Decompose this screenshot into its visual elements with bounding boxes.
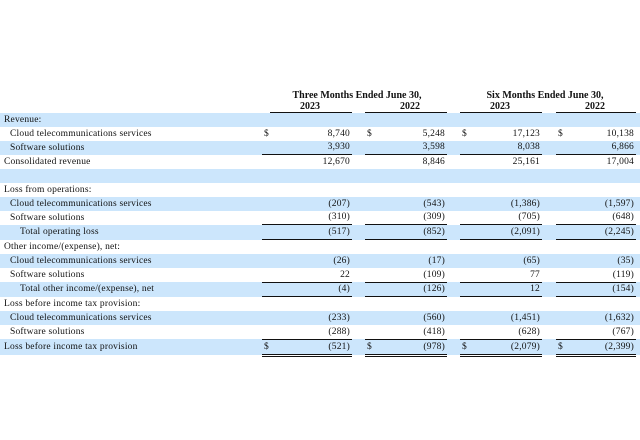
column-gap <box>447 169 460 183</box>
currency-symbol: $ <box>367 128 372 139</box>
row-label: Revenue: <box>0 113 262 127</box>
cell-value: 3,930 <box>272 141 352 155</box>
column-gap <box>542 127 556 141</box>
table-row <box>0 197 640 211</box>
table-row <box>0 211 640 225</box>
column-gap <box>447 311 460 325</box>
cell-value: (4) <box>272 282 352 297</box>
cell-value: 25,161 <box>512 157 540 168</box>
column-gap <box>636 268 640 282</box>
column-gap <box>542 183 556 197</box>
column-gap <box>542 254 556 268</box>
column-gap <box>636 254 640 268</box>
currency-symbol <box>556 141 566 155</box>
cell-value <box>470 169 542 183</box>
column-gap <box>542 113 556 127</box>
table-row <box>0 127 640 141</box>
column-gap <box>542 339 556 355</box>
cell-value <box>375 297 447 311</box>
currency-symbol <box>556 225 566 240</box>
column-gap <box>636 325 640 339</box>
cell-value: (1,451) <box>470 311 542 325</box>
year-label: 2023 <box>300 101 320 112</box>
cell-value <box>272 169 352 183</box>
cell-value: 17,004 <box>606 157 634 168</box>
currency-symbol <box>460 240 470 254</box>
cell-value: 3,598 <box>375 141 447 155</box>
cell-value <box>566 113 636 127</box>
cell-value: (233) <box>272 311 352 325</box>
currency-symbol <box>365 282 375 297</box>
currency-symbol <box>262 183 272 197</box>
column-gap <box>542 155 556 169</box>
column-gap <box>447 240 460 254</box>
column-gap <box>447 254 460 268</box>
currency-symbol <box>262 254 272 268</box>
column-gap <box>352 325 365 339</box>
column-gap <box>542 240 556 254</box>
column-gap <box>447 339 460 355</box>
cell-value: 5,248 <box>422 128 445 139</box>
row-label: Cloud telecommunications services <box>0 311 262 325</box>
currency-symbol: $ <box>460 339 470 355</box>
column-gap <box>542 225 556 240</box>
currency-symbol <box>262 311 272 325</box>
currency-symbol: $ <box>262 339 272 355</box>
table-row <box>0 169 640 183</box>
currency-symbol <box>460 325 470 339</box>
column-gap <box>352 311 365 325</box>
column-gap <box>542 268 556 282</box>
cell-value <box>375 240 447 254</box>
row-label: Software solutions <box>0 141 262 155</box>
currency-symbol <box>556 169 566 183</box>
column-gap <box>636 211 640 225</box>
column-gap <box>352 268 365 282</box>
column-gap <box>352 225 365 240</box>
cell-value: (288) <box>272 325 352 339</box>
currency-symbol <box>365 141 375 155</box>
currency-symbol <box>365 183 375 197</box>
year-label: 2022 <box>585 101 605 112</box>
currency-symbol <box>365 268 375 282</box>
column-gap <box>447 183 460 197</box>
cell-value: (65) <box>470 254 542 268</box>
column-gap <box>447 127 460 141</box>
column-gap <box>636 141 640 155</box>
currency-symbol <box>556 211 566 225</box>
table-row <box>0 325 640 339</box>
column-gap <box>542 311 556 325</box>
row-label: Total other income/(expense), net <box>0 282 262 297</box>
cell-value: 12 <box>470 282 542 297</box>
table-row <box>0 268 640 282</box>
column-gap <box>636 225 640 240</box>
currency-symbol <box>365 240 375 254</box>
row-label: Cloud telecommunications services <box>10 128 152 139</box>
currency-symbol <box>460 254 470 268</box>
header-six-months-title: Six Months Ended June 30, <box>486 90 604 101</box>
table-row <box>0 254 640 268</box>
currency-symbol <box>556 155 566 169</box>
cell-value: (2,245) <box>566 225 636 240</box>
currency-symbol <box>262 240 272 254</box>
column-gap <box>636 240 640 254</box>
cell-value <box>375 169 447 183</box>
column-gap <box>542 211 556 225</box>
column-gap <box>447 225 460 240</box>
cell-value: (705) <box>470 211 542 225</box>
cell-value <box>272 297 352 311</box>
currency-symbol <box>556 268 566 282</box>
table-row <box>0 240 640 254</box>
cell-value: (2,399) <box>566 339 636 355</box>
currency-symbol <box>460 169 470 183</box>
column-gap <box>447 325 460 339</box>
cell-value: 17,123 <box>512 128 540 139</box>
currency-symbol <box>262 211 272 225</box>
column-gap <box>542 197 556 211</box>
cell-value <box>566 183 636 197</box>
column-gap <box>636 183 640 197</box>
currency-symbol <box>262 225 272 240</box>
cell-value: (126) <box>375 282 447 297</box>
row-label <box>0 169 262 183</box>
cell-value: (26) <box>272 254 352 268</box>
currency-symbol <box>365 311 375 325</box>
currency-symbol <box>460 297 470 311</box>
cell-value: (2,079) <box>470 339 542 355</box>
currency-symbol: $ <box>365 339 375 355</box>
table-row <box>0 311 640 325</box>
currency-symbol <box>460 268 470 282</box>
currency-symbol <box>262 297 272 311</box>
column-gap <box>352 211 365 225</box>
currency-symbol: $ <box>556 339 566 355</box>
column-gap <box>542 325 556 339</box>
column-gap <box>636 113 640 127</box>
cell-value <box>375 113 447 127</box>
cell-value: (119) <box>566 268 636 282</box>
currency-symbol <box>460 141 470 155</box>
financial-table <box>0 113 640 357</box>
cell-value: (628) <box>470 325 542 339</box>
currency-symbol <box>556 297 566 311</box>
currency-symbol <box>460 282 470 297</box>
cell-value: 8,846 <box>422 157 445 168</box>
column-gap <box>542 141 556 155</box>
year-label: 2023 <box>490 101 510 112</box>
table-row <box>0 141 640 155</box>
cell-value: (543) <box>375 197 447 211</box>
column-gap <box>636 155 640 169</box>
column-gap <box>636 197 640 211</box>
column-gap <box>352 297 365 311</box>
column-gap <box>352 254 365 268</box>
cell-value <box>375 183 447 197</box>
table-row <box>0 155 640 169</box>
column-gap <box>447 155 460 169</box>
currency-symbol: $ <box>462 128 467 139</box>
currency-symbol <box>365 297 375 311</box>
cell-value: (207) <box>272 197 352 211</box>
column-gap <box>352 183 365 197</box>
currency-symbol <box>460 197 470 211</box>
header-three-months-title: Three Months Ended June 30, <box>292 90 422 101</box>
column-gap <box>447 268 460 282</box>
table-row <box>0 339 640 355</box>
cell-value: 8,038 <box>470 141 542 155</box>
cell-value: 12,670 <box>322 157 350 168</box>
column-gap <box>352 127 365 141</box>
column-gap <box>447 282 460 297</box>
currency-symbol <box>556 113 566 127</box>
currency-symbol <box>262 141 272 155</box>
currency-symbol <box>262 155 272 169</box>
table-row <box>0 282 640 297</box>
column-gap <box>352 141 365 155</box>
row-label: Loss from operations: <box>4 184 92 195</box>
cell-value: 22 <box>272 268 352 282</box>
column-gap <box>352 113 365 127</box>
currency-symbol: $ <box>558 128 563 139</box>
table-row <box>0 113 640 127</box>
cell-value <box>470 297 542 311</box>
cell-value <box>272 113 352 127</box>
row-label: Other income/(expense), net: <box>4 241 121 252</box>
cell-value: (521) <box>272 339 352 355</box>
cell-value: (2,091) <box>470 225 542 240</box>
currency-symbol <box>365 197 375 211</box>
currency-symbol <box>365 113 375 127</box>
cell-value: (309) <box>375 211 447 225</box>
currency-symbol <box>262 113 272 127</box>
column-gap <box>352 155 365 169</box>
currency-symbol <box>365 211 375 225</box>
cell-value: (1,632) <box>566 311 636 325</box>
currency-symbol <box>365 169 375 183</box>
cell-value: (560) <box>375 311 447 325</box>
currency-symbol <box>460 211 470 225</box>
cell-value: (17) <box>375 254 447 268</box>
cell-value: 77 <box>470 268 542 282</box>
cell-value <box>272 240 352 254</box>
column-gap <box>447 113 460 127</box>
currency-symbol <box>365 254 375 268</box>
currency-symbol <box>556 311 566 325</box>
cell-value <box>470 240 542 254</box>
currency-symbol <box>460 155 470 169</box>
cell-value: 8,740 <box>327 128 350 139</box>
currency-symbol <box>365 155 375 169</box>
row-label: Loss before income tax provision <box>0 339 262 355</box>
cell-value: (154) <box>566 282 636 297</box>
currency-symbol <box>460 225 470 240</box>
table-row <box>0 297 640 311</box>
currency-symbol <box>556 325 566 339</box>
currency-symbol <box>365 325 375 339</box>
row-label: Software solutions <box>10 269 85 280</box>
cell-value: 6,866 <box>566 141 636 155</box>
cell-value <box>470 183 542 197</box>
cell-value <box>470 113 542 127</box>
row-label: Software solutions <box>10 212 85 223</box>
cell-value: (35) <box>566 254 636 268</box>
column-gap <box>636 169 640 183</box>
column-gap <box>352 339 365 355</box>
currency-symbol <box>556 197 566 211</box>
column-gap <box>352 169 365 183</box>
currency-symbol <box>262 197 272 211</box>
currency-symbol <box>262 325 272 339</box>
cell-value: (767) <box>566 325 636 339</box>
table-row <box>0 225 640 240</box>
table-row <box>0 183 640 197</box>
row-label: Total operating loss <box>0 225 262 240</box>
currency-symbol <box>460 183 470 197</box>
column-gap <box>636 282 640 297</box>
cell-value: (109) <box>375 268 447 282</box>
cell-value: (978) <box>375 339 447 355</box>
column-gap <box>447 197 460 211</box>
currency-symbol <box>262 282 272 297</box>
cell-value: (648) <box>566 211 636 225</box>
cell-value: (310) <box>272 211 352 225</box>
row-label: Software solutions <box>10 327 85 338</box>
column-gap <box>447 211 460 225</box>
column-gap <box>636 127 640 141</box>
column-gap <box>636 311 640 325</box>
row-label: Consolidated revenue <box>4 157 91 168</box>
column-gap <box>636 297 640 311</box>
cell-value <box>566 297 636 311</box>
cell-value: 10,138 <box>606 128 634 139</box>
column-gap <box>352 282 365 297</box>
column-gap <box>352 240 365 254</box>
currency-symbol <box>556 282 566 297</box>
currency-symbol <box>460 311 470 325</box>
row-label: Loss before income tax provision: <box>4 299 141 309</box>
column-gap <box>447 141 460 155</box>
column-gap <box>447 297 460 311</box>
cell-value: (418) <box>375 325 447 339</box>
currency-symbol <box>556 240 566 254</box>
row-label: Cloud telecommunications services <box>0 197 262 211</box>
currency-symbol <box>556 254 566 268</box>
currency-symbol <box>460 113 470 127</box>
cell-value <box>272 183 352 197</box>
cell-value: (852) <box>375 225 447 240</box>
cell-value: (1,597) <box>566 197 636 211</box>
cell-value: (1,386) <box>470 197 542 211</box>
cell-value <box>566 169 636 183</box>
currency-symbol <box>365 225 375 240</box>
column-gap <box>542 282 556 297</box>
row-label: Cloud telecommunications services <box>0 254 262 268</box>
currency-symbol <box>262 268 272 282</box>
year-label: 2022 <box>400 101 420 112</box>
column-gap <box>542 169 556 183</box>
currency-symbol: $ <box>264 128 269 139</box>
column-gap <box>636 339 640 355</box>
column-gap <box>542 297 556 311</box>
currency-symbol <box>556 183 566 197</box>
cell-value: (517) <box>272 225 352 240</box>
currency-symbol <box>262 169 272 183</box>
column-gap <box>352 197 365 211</box>
cell-value <box>566 240 636 254</box>
